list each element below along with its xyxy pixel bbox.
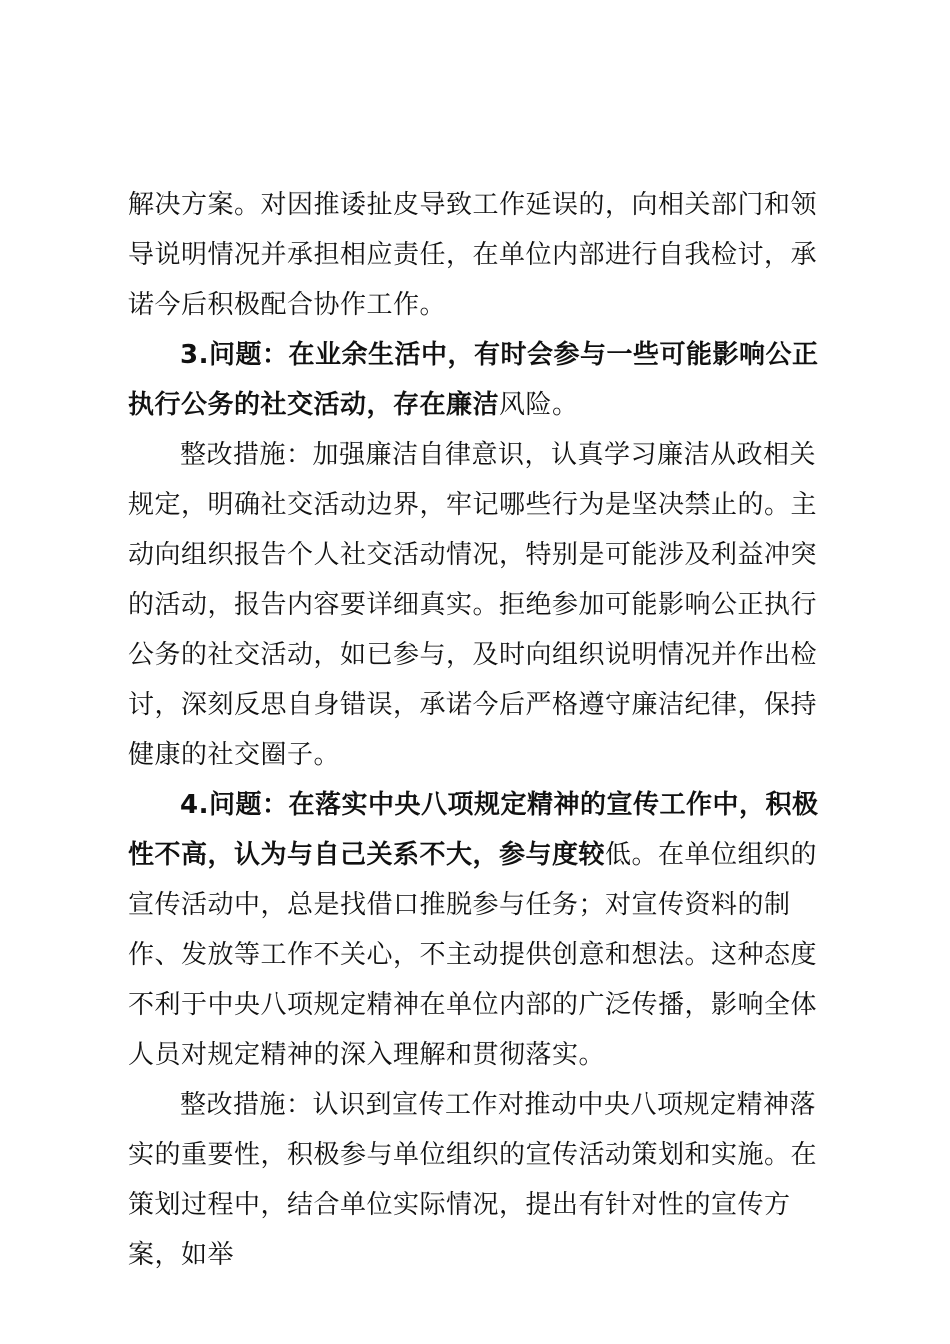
paragraph-text: 解决方案。对因推诿扯皮导致工作延误的，向相关部门和领导说明情况并承担相应责任，在单位内部进行自我检讨，承诺今后积极配合协作工作。 [128,190,818,320]
problem-4-paragraph [128,780,833,1080]
problem-3-tail: 风险。 [499,390,579,420]
measures-4-text: 整改措施：认识到宣传工作对推动中央八项规定精神落实的重要性，积极参与单位组织的宣传活动策划和实施。在策划过程中，结合单位实际情况，提出有针对性的宣传方案，如举 [128,1090,818,1270]
measures-3-paragraph [128,430,833,780]
document-body [128,180,833,1280]
measures-4-paragraph [128,1080,833,1280]
paragraph-continuation [128,180,833,330]
measures-3-text: 整改措施：加强廉洁自律意识，认真学习廉洁从政相关规定，明确社交活动边界，牢记哪些行为是坚决禁止的。主动向组织报告个人社交活动情况，特别是可能涉及利益冲突的活动，报告内容要详细真实。拒绝参加可能影响公正执行公务的社交活动，如已参与，及时向组织说明情况并作出检讨，深刻反思自身错误，承诺今后严格遵守廉洁纪律，保持健康的社交圈子。 [128,440,818,770]
problem-4-heading: 4.问题：在落实中央八项规定精神的宣传工作中，积极性不高，认为与自己关系不大，参与度较 [128,790,819,870]
problem-3-heading: 3.问题：在业余生活中，有时会参与一些可能影响公正执行公务的社交活动，存在廉洁 [128,340,819,420]
problem-3-paragraph [128,330,833,430]
problem-4-text: 低。在单位组织的宣传活动中，总是找借口推脱参与任务；对宣传资料的制作、发放等工作不关心，不主动提供创意和想法。这种态度不利于中央八项规定精神在单位内部的广泛传播，影响全体人员对规定精神的深入理解和贯彻落实。 [128,840,818,1070]
